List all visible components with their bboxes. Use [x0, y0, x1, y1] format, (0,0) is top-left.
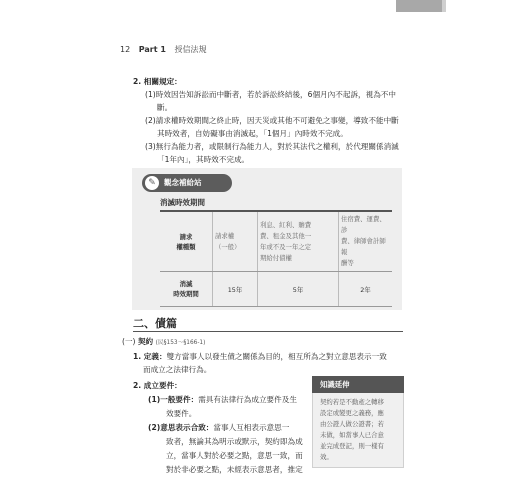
requirement-1-line-2: 效要件。 — [166, 409, 197, 418]
value-general: 15年 — [213, 272, 258, 307]
contract-subheading — [122, 336, 205, 347]
table-title: 消滅時效期間 — [160, 198, 205, 207]
requirement-2-line-4: 對於非必要之點，未經表示意思者，推定 — [166, 465, 303, 474]
part-label: Part 1 — [138, 45, 166, 54]
contract-number: (一) — [122, 337, 136, 346]
knowledge-extension-note — [312, 376, 404, 461]
definition-paragraph — [133, 350, 403, 376]
header-cell-claim-type: 請求 權種類 — [160, 212, 213, 272]
note-body — [312, 393, 404, 468]
requirement-2-line-3: 立，當事人對於必要之點，意思一致，而 — [166, 451, 303, 460]
heading-rule — [133, 331, 403, 332]
requirement-2-label: (2)意思表示合致： — [148, 423, 214, 432]
note-line: 設定或變更之義務，應 — [320, 409, 384, 417]
concept-badge — [142, 174, 232, 192]
requirement-1-label: (1)一般要件： — [148, 395, 199, 404]
value-periodic: 5年 — [258, 272, 339, 307]
note-line: 未做，如當事人已合意 — [320, 431, 384, 439]
top-tab-marker — [396, 0, 442, 12]
related-rules-title: 2. 相關規定： — [133, 77, 182, 86]
pencil-icon: ✎ — [145, 176, 159, 190]
note-line: 並完成登記，則一樣有 — [320, 442, 384, 450]
running-header — [120, 44, 206, 55]
requirements-list — [148, 393, 308, 477]
contract-title: 契約 — [137, 337, 154, 346]
requirement-2-line-1: 當事人互相表示意思一 — [213, 423, 290, 432]
header-cell-periodic: 利息、紅利、贍費 費、租金及其他一 年或不及一年之定 期給付債權 — [258, 212, 339, 272]
header-cell-fees: 住宿費、運費、診 費、律師會計師報 酬等 — [339, 212, 393, 272]
contract-reference: (民§153～§166-1) — [155, 340, 206, 346]
concept-badge-label: 觀念補給站 — [164, 178, 202, 187]
rule-item-1: (1)時效因告知訴訟而中斷者，若於訴訟終結後，6個月內不起訴，視為不中斷。 — [145, 90, 396, 112]
section-label: 授信法規 — [174, 45, 207, 54]
page-number: 12 — [120, 45, 131, 54]
related-rules-section — [133, 75, 403, 166]
requirements-label: 2. 成立要件： — [133, 381, 182, 390]
requirement-item-general — [148, 393, 308, 407]
definition-line-2: 而成立之法律行為。 — [143, 365, 212, 374]
row-label: 消滅 時效期間 — [160, 272, 213, 307]
requirement-item-consensus — [148, 421, 308, 435]
limitation-table — [160, 212, 392, 307]
requirement-1-line-1: 需具有法律行為成立要件及生 — [198, 395, 297, 404]
table-header-row — [160, 212, 392, 272]
note-title: 知識延伸 — [312, 376, 404, 393]
note-line: 由公證人做公證書；若 — [320, 420, 384, 428]
definition-label: 1. 定義： — [133, 352, 167, 361]
rule-item-3: (3)無行為能力者，或限制行為能力人，對於其法代之權利，於代理關係消滅「1年內」，其時效不完成。 — [145, 142, 399, 164]
requirement-2-line-2: 致者，無論其為明示或默示，契約即為成 — [166, 437, 303, 446]
rule-item-2: (2)請求權時效期間之終止時，因天災或其他不可避免之事變，導致不能中斷其時效者，自妨礙事由消滅起，「1個月」內時效不完成。 — [145, 116, 399, 138]
note-line: 契約若是不動產之轉移 — [320, 398, 384, 406]
note-line: 效。 — [320, 453, 333, 461]
table-row — [160, 272, 392, 307]
definition-line-1: 雙方當事人以發生債之關係為目的，相互所為之對立意思表示一致 — [166, 352, 387, 361]
value-fees: 2年 — [339, 272, 393, 307]
header-cell-general: 請求權 （一般） — [213, 212, 258, 272]
top-tab-marker-edge — [442, 0, 446, 12]
debt-heading: 二、債篇 — [133, 317, 177, 330]
